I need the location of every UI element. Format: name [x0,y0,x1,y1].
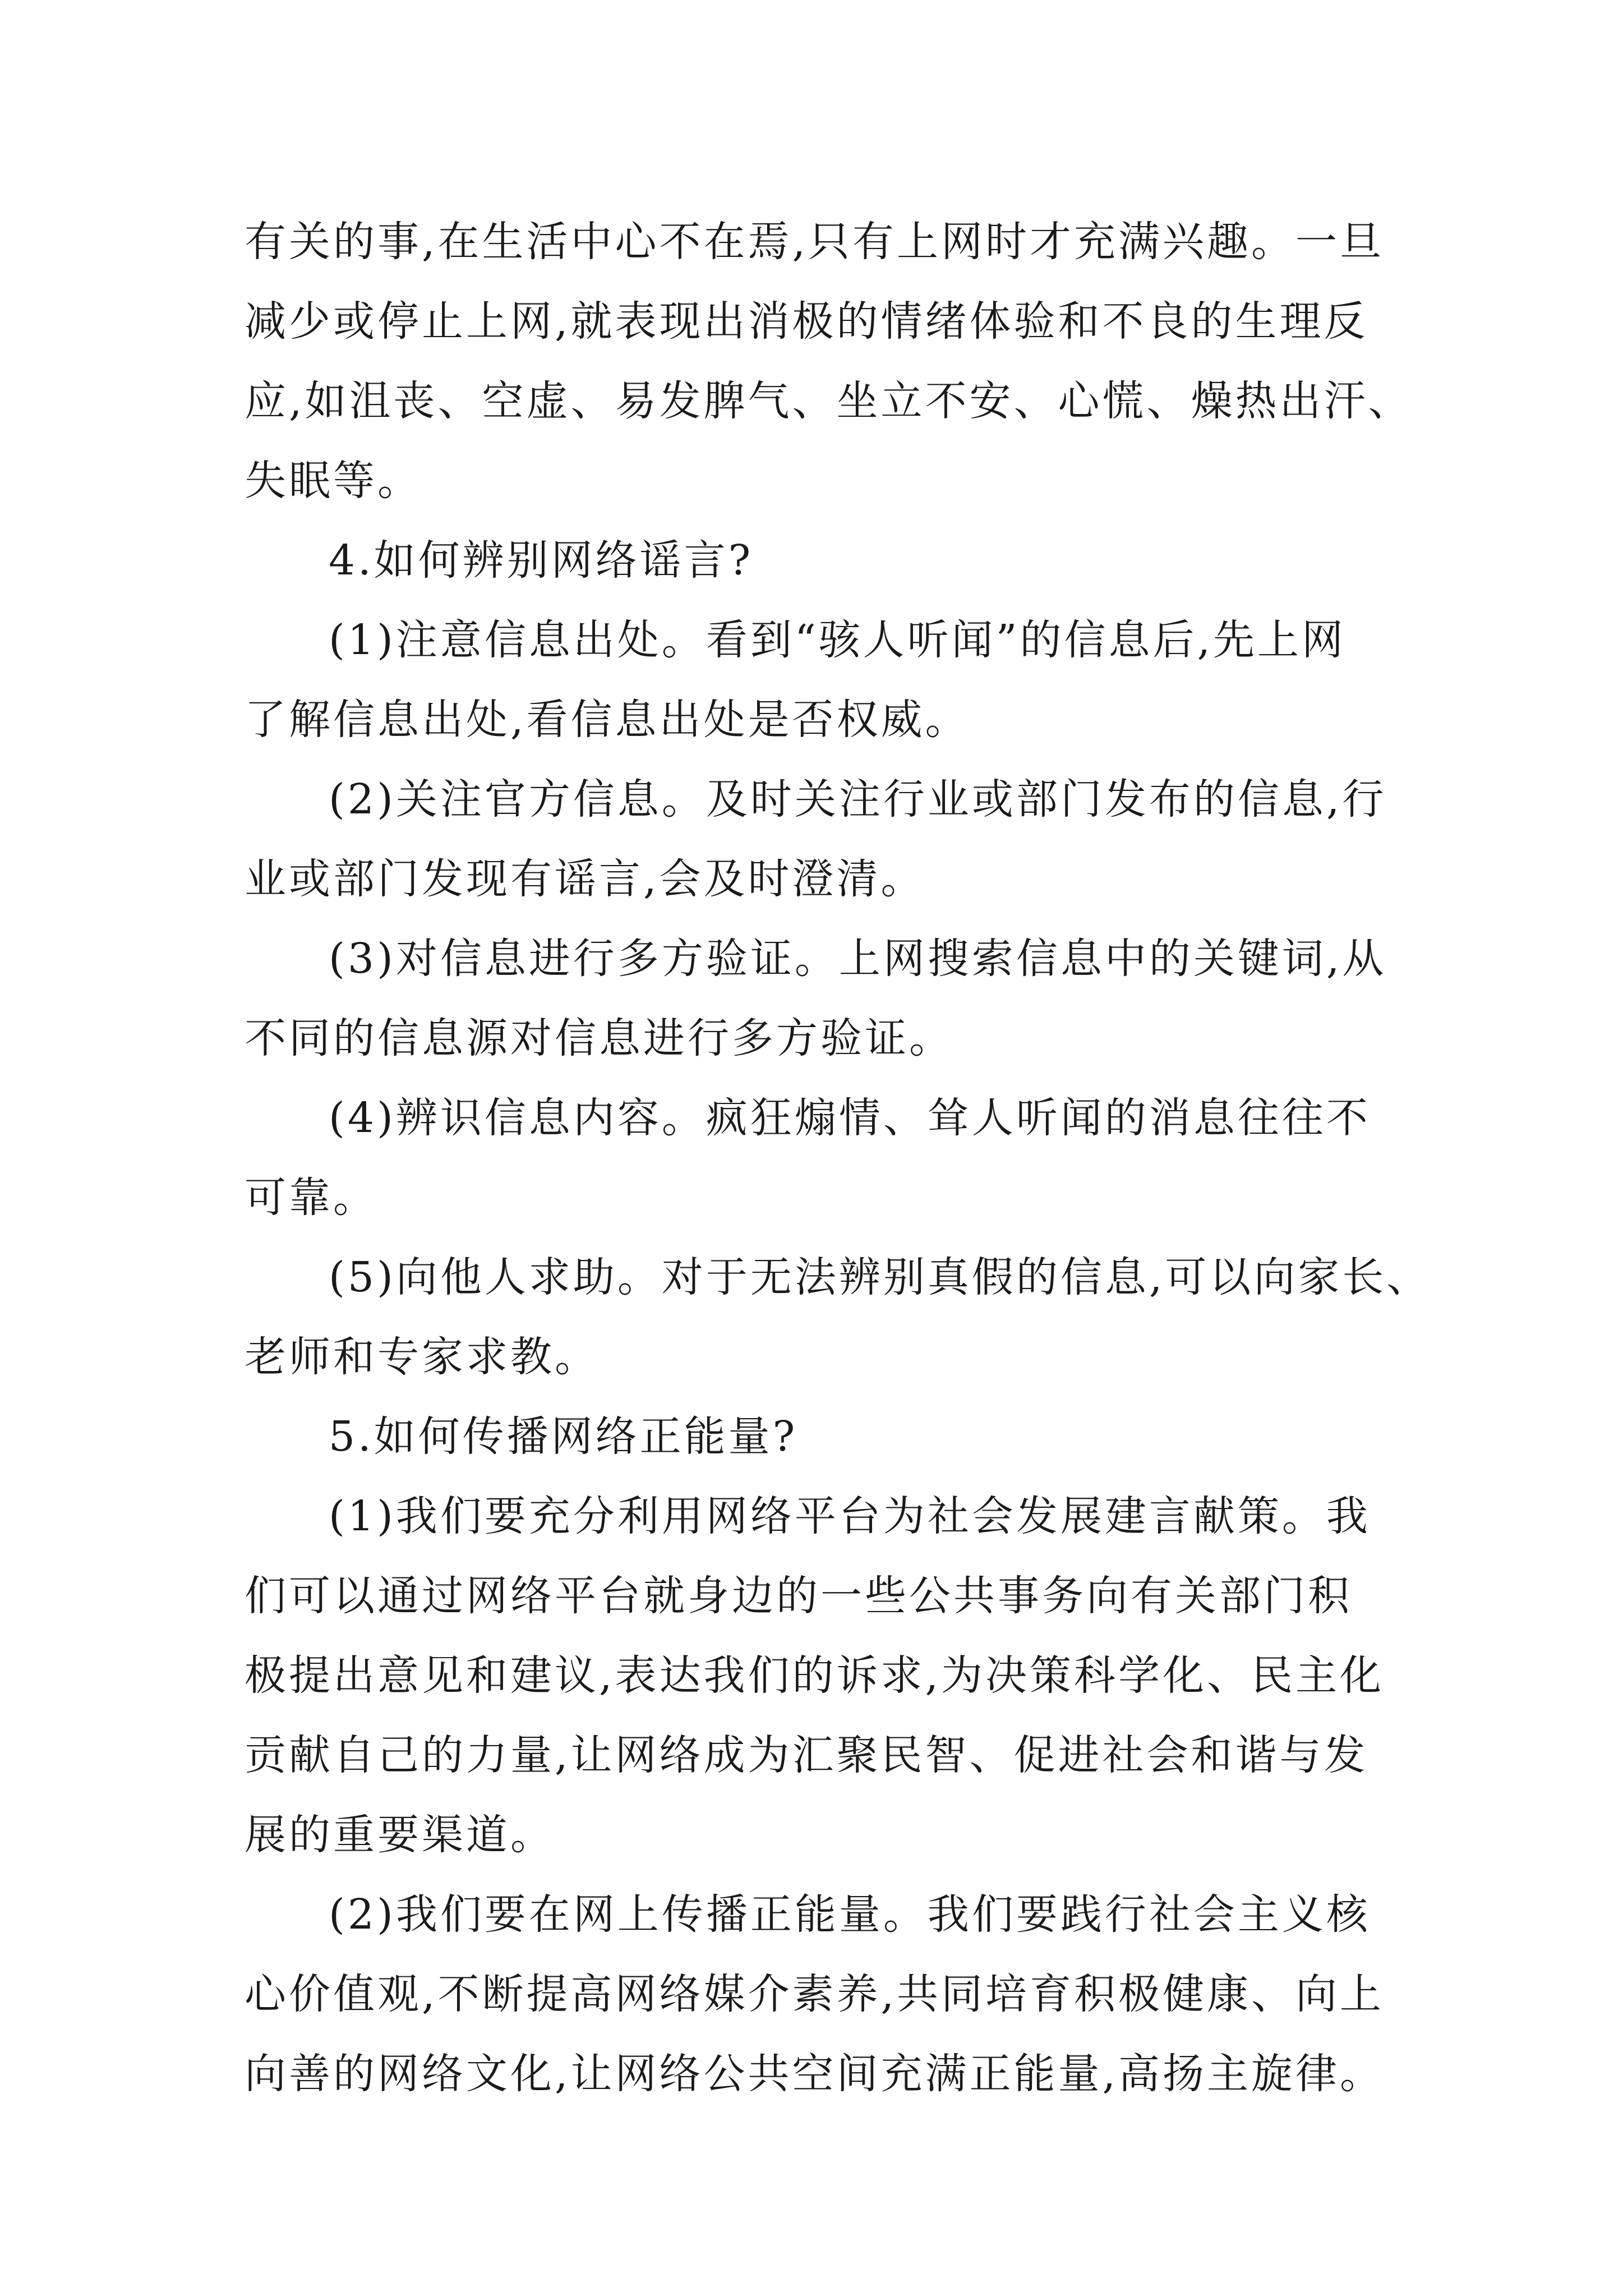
paragraph-start: (5)向他人求助。对于无法辨别真假的信息,可以向家长、 [329,1253,1431,1301]
text-line: 可靠。 [245,1174,377,1222]
text-line: 展的重要渠道。 [245,1811,555,1859]
paragraph-start: (1)注意信息出处。看到“骇人听闻”的信息后,先上网 [329,616,1347,664]
text-line: 贡献自己的力量,让网络成为汇聚民智、促进社会和谐与发 [245,1731,1368,1779]
text-line: 有关的事,在生活中心不在焉,只有上网时才充满兴趣。一旦 [245,218,1385,266]
document-page [245,202,1431,2114]
text-line: 失眠等。 [245,457,422,505]
text-line: 极提出意见和建议,表达我们的诉求,为决策科学化、民主化 [245,1651,1385,1700]
section-heading: 4.如何辨别网络谣言? [329,536,754,585]
paragraph-start: (4)辨识信息内容。疯狂煽情、耸人听闻的消息往往不 [329,1094,1371,1142]
text-line: 应,如沮丧、空虚、易发脾气、坐立不安、心慌、燥热出汗、 [245,377,1413,425]
text-line: 向善的网络文化,让网络公共空间充满正能量,高扬主旋律。 [245,2050,1385,2098]
paragraph-start: (2)关注官方信息。及时关注行业或部门发布的信息,行 [329,775,1387,823]
text-line: 减少或停止上网,就表现出消极的情绪体验和不良的生理反 [245,297,1368,346]
text-line: 老师和专家求教。 [245,1333,599,1381]
text-line: 们可以通过网络平台就身边的一些公共事务向有关部门积 [245,1572,1352,1620]
section-heading: 5.如何传播网络正能量? [329,1412,798,1461]
text-line: 了解信息出处,看信息出处是否权威。 [245,696,970,744]
paragraph-start: (2)我们要在网上传播正能量。我们要践行社会主义核 [329,1890,1371,1939]
text-line: 业或部门发现有谣言,会及时澄清。 [245,855,925,903]
paragraph-start: (1)我们要充分利用网络平台为社会发展建言献策。我 [329,1492,1371,1540]
paragraph-start: (3)对信息进行多方验证。上网搜索信息中的关键词,从 [329,935,1387,983]
text-line: 不同的信息源对信息进行多方验证。 [245,1014,953,1062]
text-line: 心价值观,不断提高网络媒介素养,共同培育积极健康、向上 [245,1970,1385,2018]
